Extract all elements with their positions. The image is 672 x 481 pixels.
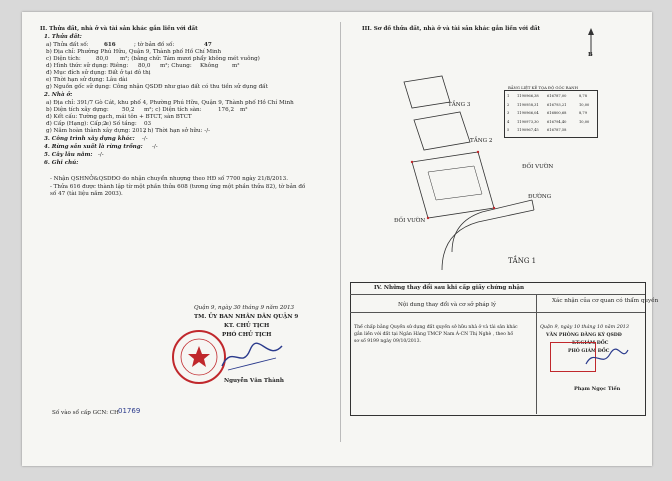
- lot-label: a) Thửa đất số:: [46, 42, 89, 48]
- house-floor-unit: m²: [240, 107, 248, 113]
- section-ii-title: II. Thửa đất, nhà ở và tài sản khác gắn liền với đất: [40, 26, 198, 32]
- coord-cell: 1190966,04: [517, 111, 539, 115]
- coord-cell: 10,00: [579, 119, 590, 124]
- coord-cell: 616787,00: [547, 94, 567, 98]
- forest-heading: 4. Rừng sản xuất là rừng trồng:: [44, 144, 143, 150]
- changes-title: IV. Những thay đổi sau khi cấp giấy chứng nhận: [374, 285, 525, 291]
- coord-cell: 5: [507, 128, 510, 132]
- house-heading: 2. Nhà ở:: [44, 92, 73, 98]
- land-heading: 1. Thửa đất:: [44, 34, 82, 40]
- usage-origin: g) Nguồn gốc sử dụng: Công nhận QSDĐ như giao đất có thu tiền sử dụng đất: [46, 84, 268, 90]
- coord-table: [504, 90, 598, 138]
- map-label: ; tờ bản đồ số:: [134, 42, 175, 48]
- other-works-value: -/-: [142, 136, 148, 142]
- house-address: a) Địa chỉ: 391/7 Gò Cát, khu phố 4, Phường Phú Hữu, Quận 9, Thành phố Hồ Chí Minh: [46, 100, 294, 106]
- usage-term: e) Thời hạn sử dụng: Lâu dài: [46, 77, 128, 83]
- coord-cell: 8,79: [579, 111, 588, 115]
- coord-cell: 1: [507, 94, 510, 98]
- area-label: c) Diện tích:: [46, 56, 81, 62]
- north-label: B: [588, 52, 593, 58]
- confirm-signature-mark: [582, 346, 632, 370]
- issuing-authority: TM. ỦY BAN NHÂN DÂN QUẬN 9: [194, 314, 299, 320]
- lot-value: 616: [104, 42, 116, 48]
- house-year: g) Năm hoàn thành xây dựng: 2012: [46, 128, 147, 134]
- notes-heading: 6. Ghi chú:: [44, 160, 79, 166]
- floor1-label: TẦNG 1: [508, 257, 537, 265]
- confirm-header: Xác nhận của cơ quan có thẩm quyền: [552, 298, 659, 304]
- coord-cell: 3: [507, 111, 510, 115]
- floor3-label: TẦNG 3: [448, 102, 471, 108]
- certificate-page: [22, 12, 659, 466]
- floors-label: ; e) Số tầng:: [102, 121, 137, 127]
- coord-cell: 1190967,45: [517, 128, 539, 132]
- area-note: m²; (bằng chữ: Tám mươi phẩy không mét vuông): [120, 56, 260, 62]
- change-entry-line3: sơ số 9199 ngày 09/10/2013.: [354, 339, 421, 344]
- floor2-label: TẦNG 2: [470, 138, 493, 144]
- issue-date: Quận 9, ngày 30 tháng 9 năm 2013: [194, 305, 295, 311]
- house-floor-label: m²; c) Diện tích sàn:: [144, 107, 202, 113]
- coord-table-title: BẢNG LIỆT KÊ TỌA ĐỘ GÓC RANH: [508, 85, 578, 90]
- house-floor-value: 176,2: [218, 107, 235, 113]
- changes-header-rule: [350, 312, 645, 313]
- coord-cell: 1190958,31: [517, 102, 539, 107]
- coord-cell: 8,78: [579, 94, 588, 98]
- house-own-term: ; h) Thời hạn sở hữu: -/-: [144, 128, 210, 134]
- confirm-org: VĂN PHÒNG ĐĂNG KÝ QSDĐ: [546, 333, 622, 338]
- road-label-east: ĐỐI VƯỜN: [522, 164, 554, 170]
- coord-cell: 1190973,30: [517, 119, 539, 124]
- coord-cell: 616800,68: [547, 111, 567, 115]
- house-build-label: b) Diện tích xây dựng:: [46, 107, 109, 113]
- perennial-value: -/-: [98, 152, 104, 158]
- floors-value: 03: [144, 121, 152, 127]
- note-lot-origin-2: số 47 (tài liệu năm 2003).: [50, 191, 123, 197]
- changes-title-rule: [350, 294, 645, 295]
- signature-mark: [218, 340, 288, 374]
- change-content-header: Nội dung thay đổi và cơ sở pháp lý: [398, 302, 497, 308]
- usage-unit: m²: [232, 63, 240, 69]
- usage-form-label: d) Hình thức sử dụng: Riêng:: [46, 63, 129, 69]
- entry-number-value: 01769: [118, 407, 141, 415]
- confirm-date: Quận 9, ngày 10 tháng 10 năm 2013: [540, 325, 629, 330]
- signer-role-2: PHÓ CHỦ TỊCH: [222, 332, 272, 338]
- land-address: b) Địa chỉ: Phường Phú Hữu, Quận 9, Thành phố Hồ Chí Minh: [46, 49, 222, 55]
- map-value: 47: [204, 42, 212, 48]
- change-entry-line2: gắn liền với đất tại Ngân Hàng TMCP Nam Á-CN Thị Nghè , theo hồ: [354, 332, 514, 337]
- forest-value: -/-: [152, 144, 158, 150]
- confirm-role: KT.GIÁM ĐỐC: [572, 341, 609, 346]
- confirm-role-2: PHÓ GIÁM ĐỐC: [568, 349, 610, 354]
- coord-cell: 1190966,38: [517, 94, 539, 98]
- coord-cell: 616787,58: [547, 128, 567, 132]
- signer-name: Nguyễn Văn Thành: [224, 378, 284, 384]
- coord-cell: 4: [507, 119, 510, 124]
- section-iii-title: III. Sơ đồ thửa đất, nhà ở và tài sản khác gắn liền với đất: [362, 26, 541, 32]
- usage-private-value: 80,0: [138, 63, 151, 69]
- coord-cell: 616793,21: [547, 102, 567, 107]
- other-works-heading: 3. Công trình xây dựng khác:: [44, 136, 135, 142]
- usage-common-label: m²; Chung:: [160, 63, 192, 69]
- road-label-west: ĐỐI VƯỜN: [394, 218, 426, 224]
- usage-common-value: Không: [200, 63, 219, 69]
- coord-cell: 10,00: [579, 102, 590, 107]
- entry-number-label: Số vào sổ cấp GCN: CH: [52, 410, 119, 416]
- perennial-heading: 5. Cây lâu năm:: [44, 152, 93, 158]
- area-value: 80,0: [96, 56, 109, 62]
- usage-purpose: đ) Mục đích sử dụng: Đất ở tại đô thị: [46, 70, 151, 76]
- page-fold-divider: [340, 22, 341, 442]
- coord-cell: 616794,40: [547, 119, 567, 124]
- note-lot-origin: - Thửa 616 được thành lập từ một phần thửa 608 (tương ứng một phần thửa 82), tờ bản đồ: [50, 184, 306, 190]
- coord-cell: 2: [507, 102, 510, 107]
- north-arrow-icon: [586, 28, 596, 58]
- note-transfer: - Nhận QSHNỞ&QSDĐO do nhận chuyển nhượng theo HĐ số 7700 ngày 21/8/2013.: [50, 176, 289, 182]
- signer-role: KT. CHỦ TỊCH: [224, 323, 270, 329]
- change-entry-line1: Thế chấp bằng Quyền sử dụng đất quyền sở hữu nhà ở và tài sản khác: [354, 325, 518, 330]
- house-build-value: 50,2: [122, 107, 135, 113]
- house-structure: d) Kết cấu: Tường gạch, mái tôn + BTCT, sàn BTCT: [46, 114, 192, 120]
- house-grade: đ) Cấp (Hạng): Cấp 2: [46, 121, 107, 127]
- confirm-signer: Phạm Ngọc Tiến: [574, 386, 621, 392]
- road-label-top: ĐƯỜNG: [528, 194, 552, 200]
